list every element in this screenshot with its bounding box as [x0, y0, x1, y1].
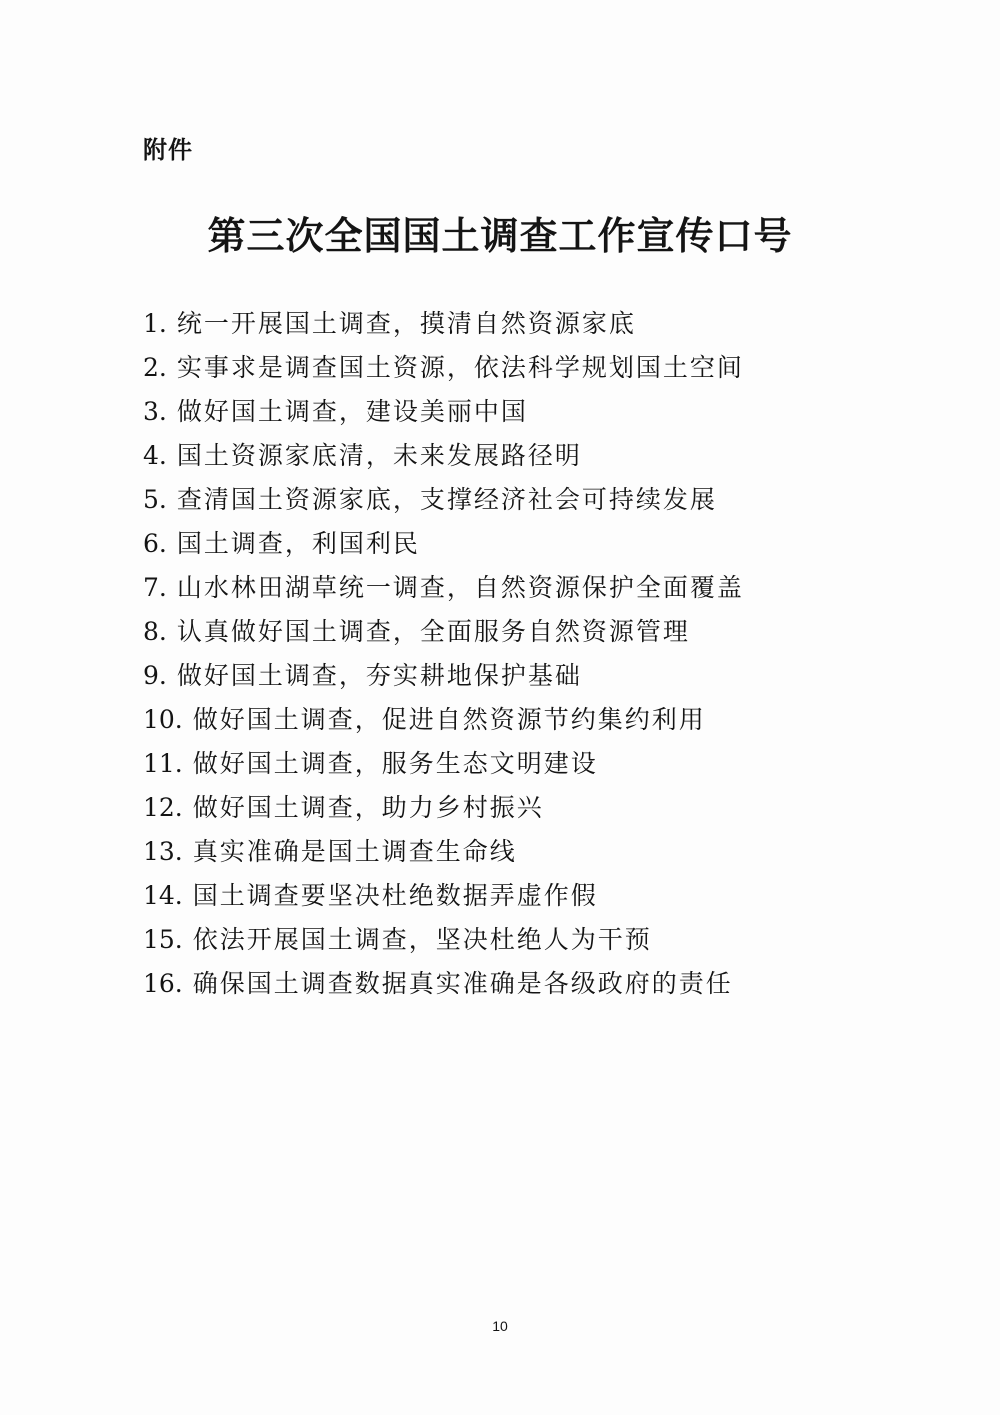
- slogan-number: 15.: [143, 925, 183, 954]
- slogan-number: 6.: [143, 529, 167, 558]
- slogan-text: 查清国土资源家底，支撑经济社会可持续发展: [176, 485, 717, 514]
- slogan-item: [143, 390, 744, 434]
- slogan-text: 真实准确是国土调查生命线: [192, 837, 517, 866]
- slogan-number: 3.: [143, 397, 167, 426]
- slogan-text: 国土资源家底清，未来发展路径明: [176, 441, 582, 470]
- slogan-text: 做好国土调查，服务生态文明建设: [192, 749, 598, 778]
- slogan-number: 13.: [143, 837, 183, 866]
- slogan-item: [143, 918, 744, 962]
- slogan-item: [143, 962, 744, 1006]
- slogan-number: 5.: [143, 485, 167, 514]
- slogan-number: 12.: [143, 793, 183, 822]
- slogan-item: [143, 830, 744, 874]
- slogan-text: 国土调查要坚决杜绝数据弄虚作假: [192, 881, 598, 910]
- slogan-number: 14.: [143, 881, 183, 910]
- slogan-item: [143, 654, 744, 698]
- slogan-number: 8.: [143, 617, 167, 646]
- slogan-number: 2.: [143, 353, 167, 382]
- slogan-text: 做好国土调查，促进自然资源节约集约利用: [192, 705, 706, 734]
- slogan-text: 依法开展国土调查，坚决杜绝人为干预: [192, 925, 652, 954]
- slogan-number: 9.: [143, 661, 167, 690]
- slogan-text: 实事求是调查国土资源，依法科学规划国土空间: [176, 353, 744, 382]
- slogan-text: 做好国土调查，建设美丽中国: [176, 397, 528, 426]
- slogan-item: [143, 874, 744, 918]
- slogan-item: [143, 566, 744, 610]
- slogan-item: [143, 302, 744, 346]
- slogan-text: 做好国土调查，助力乡村振兴: [192, 793, 544, 822]
- slogan-text: 认真做好国土调查，全面服务自然资源管理: [176, 617, 690, 646]
- slogan-text: 统一开展国土调查，摸清自然资源家底: [176, 309, 636, 338]
- slogan-number: 10.: [143, 705, 183, 734]
- slogan-number: 1.: [143, 309, 167, 338]
- slogan-number: 16.: [143, 969, 183, 998]
- slogan-number: 4.: [143, 441, 167, 470]
- slogan-item: [143, 346, 744, 390]
- document-title: 第三次全国国土调查工作宣传口号: [207, 213, 793, 258]
- slogan-number: 11.: [143, 749, 183, 778]
- slogan-text: 确保国土调查数据真实准确是各级政府的责任: [192, 969, 733, 998]
- slogan-item: [143, 610, 744, 654]
- slogan-item: [143, 478, 744, 522]
- attachment-label: 附件: [143, 136, 193, 164]
- slogan-text: 做好国土调查，夯实耕地保护基础: [176, 661, 582, 690]
- slogan-item: [143, 434, 744, 478]
- slogan-item: [143, 786, 744, 830]
- slogan-item: [143, 698, 744, 742]
- slogan-item: [143, 522, 744, 566]
- slogan-list: [143, 302, 744, 1006]
- slogan-number: 7.: [143, 573, 167, 602]
- slogan-text: 国土调查，利国利民: [176, 529, 420, 558]
- slogan-item: [143, 742, 744, 786]
- slogan-text: 山水林田湖草统一调查，自然资源保护全面覆盖: [176, 573, 744, 602]
- page-number: 10: [492, 1318, 508, 1334]
